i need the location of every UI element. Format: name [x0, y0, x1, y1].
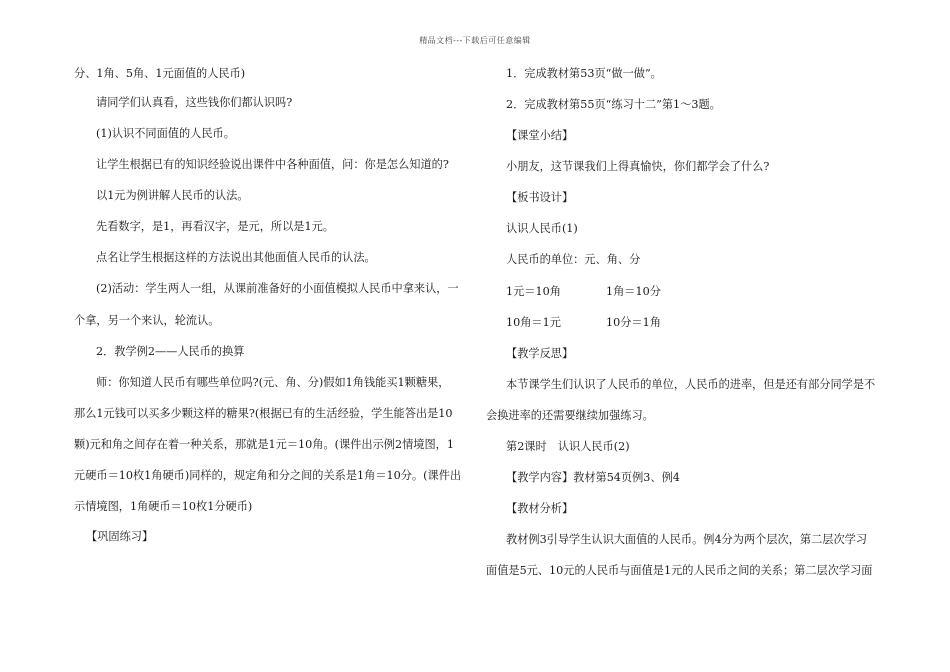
left-line-5: 以1元为例讲解人民币的认法。: [96, 189, 249, 202]
left-line-12: 那么1元钱可以买多少颗这样的糖果?(根据已有的生活经验，学生能答出是10: [74, 407, 453, 420]
right-line-4: 小朋友，这节课我们上得真愉快，你们都学会了什么?: [506, 160, 770, 173]
page-header: 精品文档---下载后可任意编辑: [419, 36, 531, 45]
left-line-1: 分、1角、5角、1元面值的人民币): [74, 67, 246, 80]
right-line-1: 1．完成教材第53页“做一做”。: [506, 67, 662, 80]
left-line-9: 个拿，另一个来认，轮流认。: [74, 314, 220, 327]
unit-cell-4: 10分＝1角: [606, 316, 661, 329]
left-line-11: 师：你知道人民币有哪些单位吗?(元、角、分)假如1角钱能买1颗糖果，: [96, 376, 450, 389]
unit-cell-2: 1角＝10分: [606, 285, 661, 298]
right-line-12: 第2课时 认识人民币(2): [506, 440, 630, 453]
right-line-11: 会换进率的还需要继续加强练习。: [486, 409, 654, 422]
right-line-15: 教材例3引导学生认识大面值的人民币。例4分为两个层次，第二层次学习: [506, 533, 868, 546]
left-line-4: 让学生根据已有的知识经验说出课件中各种面值，问：你是怎么知道的?: [96, 158, 449, 171]
left-line-8: (2)活动：学生两人一组，从课前准备好的小面值模拟人民币中拿来认，一: [96, 282, 459, 295]
left-line-2: 请同学们认真看，这些钱你们都认识吗?: [96, 96, 293, 109]
right-section-content: 【教学内容】教材第54页例3、例4: [506, 471, 680, 484]
right-line-2: 2．完成教材第55页“练习十二”第1～3题。: [506, 98, 721, 111]
left-line-14: 元硬币＝10枚1角硬币)同样的，规定角和分之间的关系是1角＝10分。(课件出: [74, 469, 462, 482]
right-line-7: 人民币的单位：元、角、分: [506, 253, 641, 266]
right-section-analysis: 【教材分析】: [506, 502, 574, 515]
unit-cell-3: 10角＝1元: [506, 316, 561, 329]
right-line-10: 本节课学生们认识了人民币的单位，人民币的进率，但是还有部分同学是不: [506, 378, 876, 391]
left-line-15: 示情境图，1角硬币＝10枚1分硬币): [74, 500, 253, 513]
left-line-3: (1)认识不同面值的人民币。: [96, 127, 235, 140]
left-line-6: 先看数字，是1，再看汉字，是元，所以是1元。: [96, 220, 334, 233]
right-line-16: 面值是5元、10元的人民币与面值是1元的人民币之间的关系；第二层次学习面: [486, 564, 873, 577]
right-section-board: 【板书设计】: [506, 191, 574, 204]
right-line-6: 认识人民币(1): [506, 222, 578, 235]
right-section-reflection: 【教学反思】: [506, 347, 574, 360]
left-line-13: 颗)元和角之间存在着一种关系，那就是1元＝10角。(课件出示例2情境图，1: [74, 438, 454, 451]
left-line-10: 2．教学例2——人民币的换算: [96, 345, 245, 358]
left-line-7: 点名让学生根据这样的方法说出其他面值人民币的认法。: [96, 251, 376, 264]
right-section-summary: 【课堂小结】: [506, 129, 574, 142]
left-section-heading: 【巩固练习】: [86, 530, 154, 543]
unit-cell-1: 1元＝10角: [506, 285, 561, 298]
